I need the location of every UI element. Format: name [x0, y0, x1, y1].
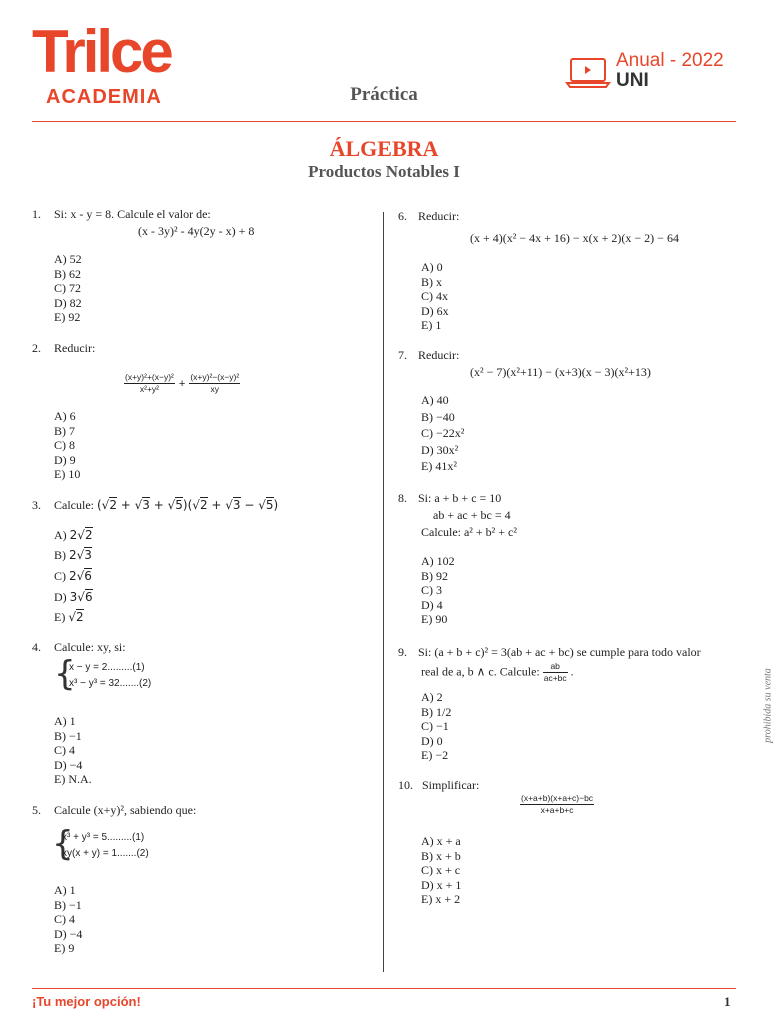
- question-number: 3.: [32, 498, 41, 512]
- question-number: 6.: [398, 209, 407, 223]
- question-10-options: [421, 834, 461, 907]
- option[interactable]: B) 92: [421, 568, 448, 583]
- question-prompt: Reducir:: [54, 341, 96, 355]
- equation: x − y = 2.........(1): [69, 662, 145, 673]
- question-prompt: Si: a + b + c = 10: [418, 491, 502, 505]
- page-number: 1: [724, 994, 731, 1009]
- option[interactable]: E) √2: [54, 610, 84, 624]
- equation: x³ − y³ = 32.......(2): [69, 678, 152, 689]
- program-label: Anual - 2022: [616, 50, 724, 71]
- header-divider: [32, 121, 736, 122]
- option[interactable]: E) 41x²: [421, 459, 457, 473]
- question-5: [32, 803, 196, 818]
- question-8: [398, 491, 501, 506]
- footer-divider: [32, 988, 736, 989]
- question-prompt: Calcule (x+y)², sabiendo que:: [54, 803, 197, 817]
- option[interactable]: D) 6x: [421, 303, 449, 318]
- option[interactable]: C) −1: [421, 719, 449, 734]
- option[interactable]: A) 102: [421, 554, 455, 568]
- option[interactable]: D) 82: [54, 295, 82, 310]
- footer-slogan: ¡Tu mejor opción!: [32, 994, 141, 1009]
- option[interactable]: C) 3: [421, 583, 442, 598]
- question-prompt: Simplificar:: [422, 778, 480, 792]
- question-number: 1.: [32, 207, 41, 221]
- option[interactable]: C) −22x²: [421, 426, 465, 440]
- question-prompt: Reducir:: [418, 209, 460, 223]
- question-7-options: [421, 393, 464, 476]
- option[interactable]: D) 9: [54, 452, 76, 467]
- question-3: [32, 498, 278, 513]
- fraction: $\frac{(x+a+b)(x+a+c)-bc}{x+a+b+c}$: [521, 793, 594, 815]
- question-5-options: [54, 883, 82, 956]
- question-8-options: [421, 554, 455, 627]
- option[interactable]: E) 1: [421, 318, 442, 333]
- option[interactable]: B) 1/2: [421, 704, 452, 719]
- option[interactable]: C) 2√6: [54, 569, 92, 583]
- question-4-options: [54, 714, 92, 787]
- watermark: prohibida su venta: [762, 668, 774, 743]
- option[interactable]: C) 4: [54, 743, 75, 758]
- question-10: [398, 778, 479, 793]
- option[interactable]: E) 92: [54, 310, 81, 325]
- option[interactable]: A) 2√2: [54, 528, 93, 542]
- fraction: $\frac{\text{(x+y)²−(x−y)²}}{xy}$: [190, 372, 240, 394]
- question-2-options: [54, 409, 80, 482]
- question-prompt: Si: x - y = 8. Calcule el valor de:: [54, 207, 211, 221]
- option[interactable]: D) 3√6: [54, 590, 93, 604]
- question-8-line: Calcule: a² + b² + c²: [421, 525, 517, 539]
- option[interactable]: C) 4x: [421, 289, 448, 304]
- question-1-options: [54, 252, 82, 325]
- fraction: $\frac{ab}{ac+bc}$: [543, 661, 567, 683]
- question-number: 9.: [398, 645, 407, 659]
- column-divider: [383, 212, 384, 972]
- option[interactable]: B) −1: [54, 897, 82, 912]
- topic-title: Productos Notables I: [308, 162, 460, 181]
- question-prompt: Si: (a + b + c)² = 3(ab + ac + bc) se cumple para todo valor: [418, 645, 701, 659]
- question-9-options: [421, 690, 451, 763]
- question-3-options: [54, 528, 93, 630]
- subject-title: ÁLGEBRA: [329, 136, 439, 161]
- question-1-formula: (x - 3y)² - 4y(2y - x) + 8: [138, 224, 255, 238]
- brace-icon: {: [52, 824, 74, 864]
- question-10-formula: [520, 793, 594, 816]
- question-4: [32, 640, 126, 655]
- option[interactable]: D) x + 1: [421, 877, 462, 892]
- fraction: $\frac{\text{(x+y)²+(x−y)²}}{\text{x²+y²}}$: [125, 372, 174, 394]
- option[interactable]: D) 4: [421, 597, 443, 612]
- question-6-formula: (x + 4)(x² − 4x + 16) − x(x + 2)(x − 2) − 64: [470, 231, 679, 245]
- option[interactable]: D) −4: [54, 757, 83, 772]
- equation: xy(x + y) = 1.......(2): [62, 848, 149, 859]
- option[interactable]: D) 0: [421, 733, 443, 748]
- option[interactable]: C) x + c: [421, 863, 461, 878]
- question-6: [398, 209, 459, 224]
- question-5-system: [62, 830, 149, 862]
- page-title: Práctica: [350, 84, 418, 105]
- question-prompt: Calcule:: [54, 498, 94, 512]
- question-9: [398, 645, 701, 660]
- option[interactable]: A) 2: [421, 690, 443, 704]
- option[interactable]: B) −1: [54, 728, 82, 743]
- question-8-line: ab + ac + bc = 4: [433, 508, 511, 522]
- brand-logo-subtitle: ACADEMIA: [46, 86, 162, 108]
- question-prompt: Calcule: xy, si:: [54, 640, 126, 654]
- option[interactable]: D) −4: [54, 926, 83, 941]
- question-number: 8.: [398, 491, 407, 505]
- option[interactable]: C) 4: [54, 912, 75, 927]
- question-2: [32, 341, 95, 356]
- question-number: 4.: [32, 640, 41, 654]
- option[interactable]: B) 2√3: [54, 548, 92, 562]
- option[interactable]: A) 6: [54, 409, 76, 423]
- option[interactable]: D) 30x²: [421, 442, 459, 457]
- option[interactable]: A) 40: [421, 393, 449, 407]
- question-1: [32, 207, 211, 222]
- question-number: 7.: [398, 348, 407, 362]
- option[interactable]: A) 1: [54, 714, 76, 728]
- option[interactable]: C) 8: [54, 438, 75, 453]
- option[interactable]: B) x: [421, 274, 442, 289]
- option[interactable]: E) N.A.: [54, 772, 92, 787]
- option[interactable]: B) 7: [54, 423, 75, 438]
- question-7: [398, 348, 459, 363]
- option[interactable]: A) 0: [421, 260, 443, 274]
- question-3-formula: (√2 + √3 + √5)(√2 + √3 − √5): [96, 498, 279, 512]
- option[interactable]: A) x + a: [421, 834, 461, 848]
- option[interactable]: A) 1: [54, 883, 76, 897]
- question-7-formula: (x² − 7)(x²+11) − (x+3)(x − 3)(x²+13): [470, 365, 651, 379]
- question-prompt: Reducir:: [418, 348, 460, 362]
- laptop-icon: [566, 56, 610, 90]
- option[interactable]: B) −40: [421, 409, 455, 424]
- brace-icon: {: [54, 654, 76, 694]
- option[interactable]: E) 90: [421, 612, 448, 627]
- option[interactable]: A) 52: [54, 252, 82, 266]
- question-number: 10.: [398, 778, 413, 792]
- question-6-options: [421, 260, 449, 333]
- question-number: 2.: [32, 341, 41, 355]
- brand-logo: Trilce: [32, 18, 171, 85]
- option[interactable]: C) 72: [54, 281, 81, 296]
- question-9-line: real de a, b ∧ c. Calcule: $\frac{ab}{ac+bc}$ .: [421, 661, 574, 683]
- option[interactable]: E) x + 2: [421, 892, 461, 907]
- option[interactable]: E) 9: [54, 941, 75, 956]
- option[interactable]: E) −2: [421, 748, 449, 763]
- option[interactable]: B) x + b: [421, 848, 461, 863]
- equation: x³ + y³ = 5.........(1): [62, 832, 145, 843]
- question-4-system: [69, 660, 151, 692]
- option[interactable]: E) 10: [54, 467, 81, 482]
- question-number: 5.: [32, 803, 41, 817]
- institution-label: UNI: [616, 70, 649, 91]
- question-2-formula: $\frac{\text{(x+y)²+(x−y)²}}{\text{x²+y²}}$ + $\frac{\text{(x+y)²−(x−y)²}}{xy}$: [125, 372, 240, 394]
- option[interactable]: B) 62: [54, 266, 81, 281]
